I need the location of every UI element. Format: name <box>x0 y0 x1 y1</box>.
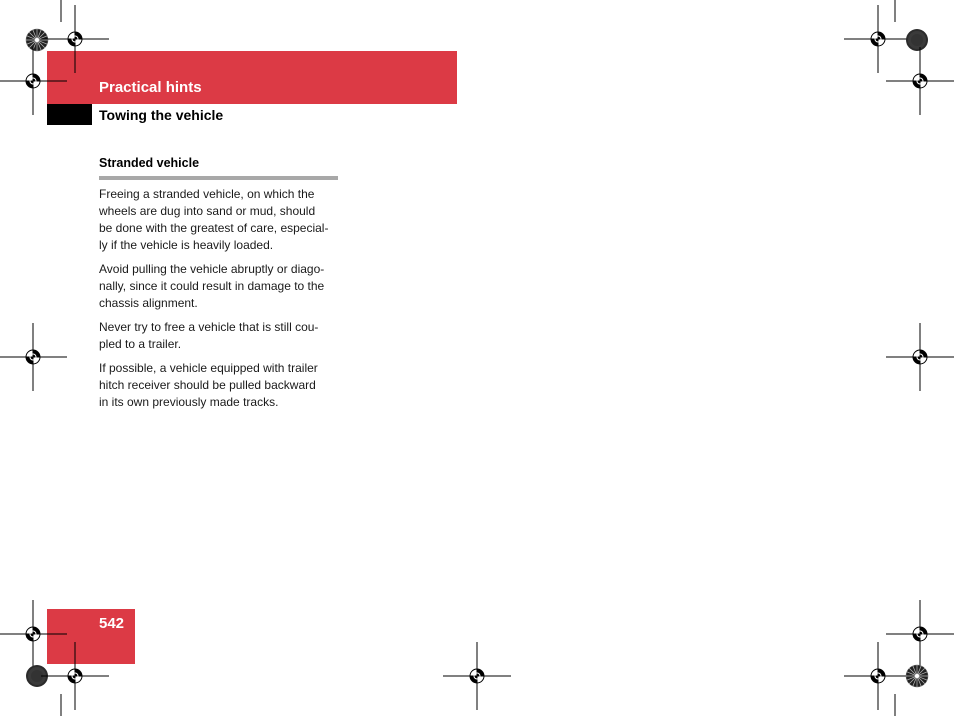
subsection-title: Towing the vehicle <box>99 107 224 123</box>
registration-mark <box>886 323 954 391</box>
registration-mark <box>0 600 67 668</box>
paragraph: Avoid pulling the vehicle abruptly or diago- nally, since it could result in damage to the chassis alignment. <box>99 262 325 310</box>
paragraph: Freeing a stranded vehicle, on which the wheels are dug into sand or mud, should be done with the greatest of care, especial- ly if the vehicle is heavily loaded. <box>99 187 329 252</box>
registration-mark <box>41 642 109 710</box>
registration-mark <box>844 642 912 710</box>
dark-circle-mark <box>906 29 928 51</box>
content-heading: Stranded vehicle <box>99 156 338 180</box>
registration-mark <box>0 47 67 115</box>
starburst-mark <box>26 29 48 51</box>
paragraph: Never try to free a vehicle that is still cou- pled to a trailer. <box>99 320 319 351</box>
section-title: Practical hints <box>99 79 202 96</box>
page-number: 542 <box>99 615 125 632</box>
registration-mark <box>886 600 954 668</box>
starburst-mark <box>906 665 928 687</box>
registration-mark <box>0 323 67 391</box>
registration-mark <box>41 5 109 73</box>
registration-mark <box>844 5 912 73</box>
registration-mark <box>886 47 954 115</box>
paragraph: If possible, a vehicle equipped with trailer hitch receiver should be pulled backward in its own previously made tracks. <box>99 361 318 409</box>
registration-mark <box>443 642 511 710</box>
